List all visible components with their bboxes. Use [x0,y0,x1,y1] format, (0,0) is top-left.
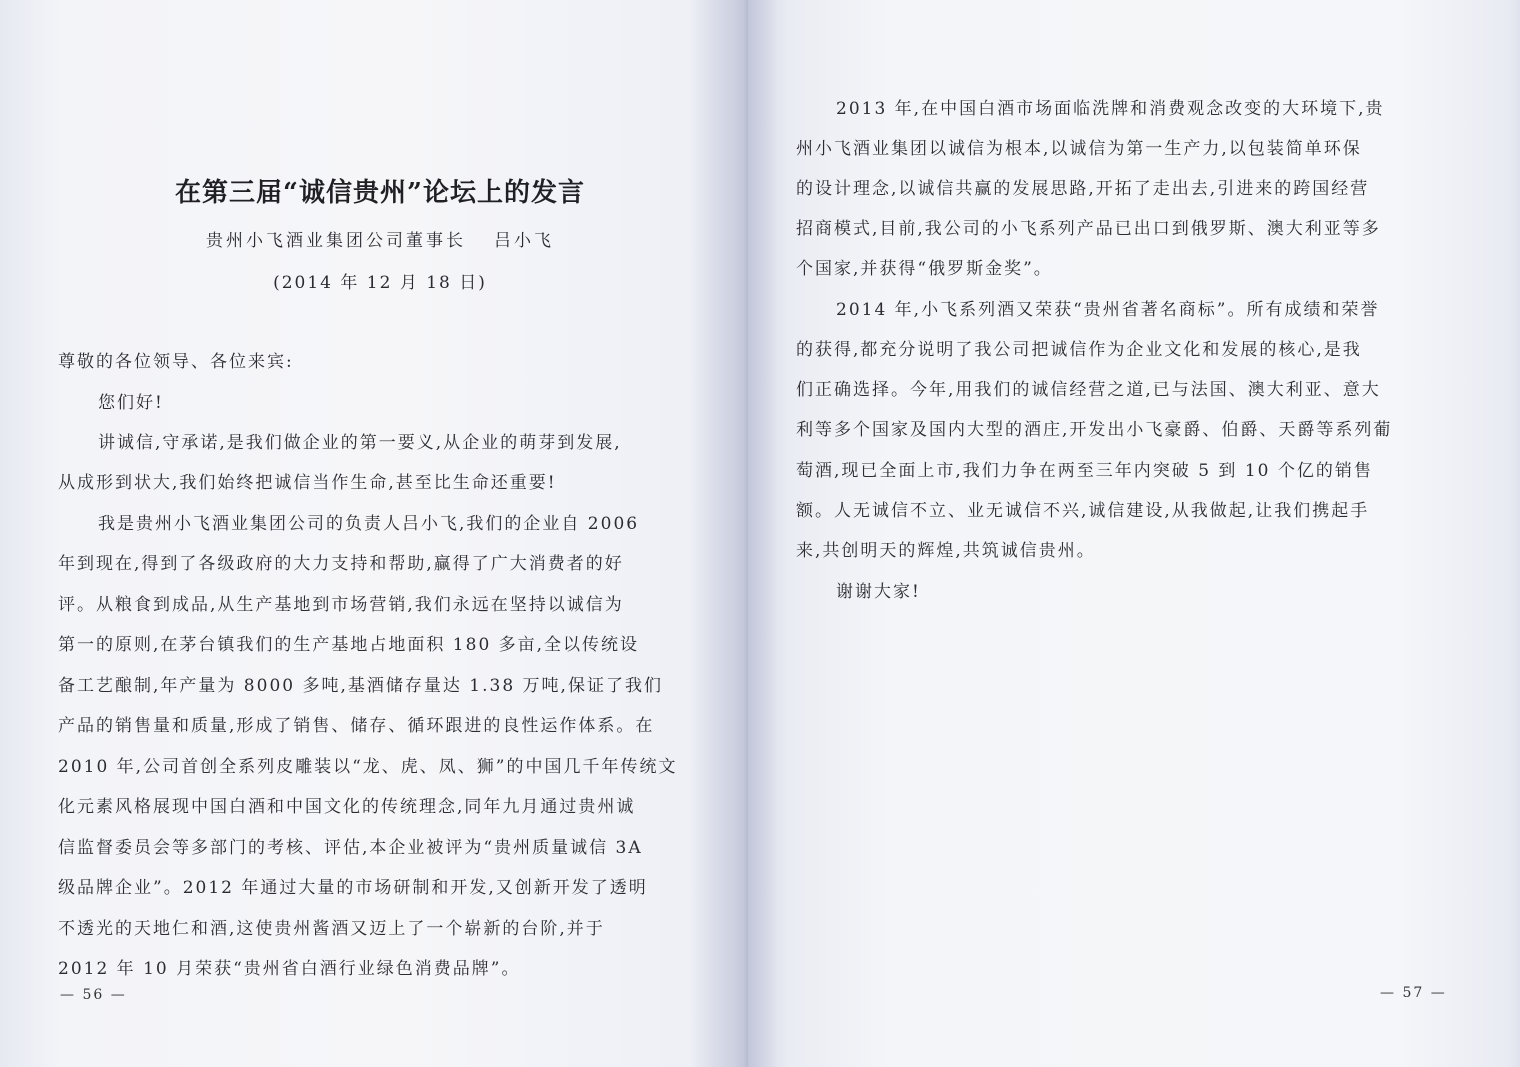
body-line: 来,共创明天的辉煌,共筑诚信贵州。 [796,541,1096,561]
fold-shadow-right [748,0,788,1067]
article-title: 在第三届“诚信贵州”论坛上的发言 [175,178,585,208]
body-line: 2014 年,小飞系列酒又荣获“贵州省著名商标”。所有成绩和荣誉 [836,300,1380,320]
body-line: 产品的销售量和质量,形成了销售、储存、循环跟进的良性运作体系。在 [58,716,655,736]
body-line: 招商模式,目前,我公司的小飞系列产品已出口到俄罗斯、澳大利亚等多 [796,219,1381,239]
body-line: 我是贵州小飞酒业集团公司的负责人吕小飞,我们的企业自 2006 [98,514,640,534]
body-line: 的设计理念,以诚信共赢的发展思路,开拓了走出去,引进来的跨国经营 [796,179,1370,199]
body-line: 第一的原则,在茅台镇我们的生产基地占地面积 180 多亩,全以传统设 [58,635,640,655]
author-name: 吕小飞 [494,231,554,251]
author-role: 贵州小飞酒业集团公司董事长 [206,231,466,251]
greeting: 您们好! [98,393,164,413]
body-line: 们正确选择。今年,用我们的诚信经营之道,已与法国、澳大利亚、意大 [796,380,1381,400]
body-line: 不透光的天地仁和酒,这使贵州酱酒又迈上了一个崭新的台阶,并于 [58,919,605,939]
speech-date: (2014 年 12 月 18 日) [273,273,487,293]
body-line: 的获得,都充分说明了我公司把诚信作为企业文化和发展的核心,是我 [796,340,1362,360]
body-line: 从成形到状大,我们始终把诚信当作生命,甚至比生命还重要! [58,473,557,493]
body-line: 个国家,并获得“俄罗斯金奖”。 [796,259,1053,279]
body-line: 评。从粮食到成品,从生产基地到市场营销,我们永远在坚持以诚信为 [58,595,624,615]
body-line: 讲诚信,守承诺,是我们做企业的第一要义,从企业的萌芽到发展, [98,433,622,453]
body-line: 额。人无诚信不立、业无诚信不兴,诚信建设,从我做起,让我们携起手 [796,501,1370,521]
salutation: 尊敬的各位领导、各位来宾: [58,352,294,372]
body-line: 2010 年,公司首创全系列皮雕装以“龙、虎、凤、狮”的中国几千年传统文 [58,757,678,777]
body-line: 年到现在,得到了各级政府的大力支持和帮助,赢得了广大消费者的好 [58,554,624,574]
body-line: 利等多个国家及国内大型的酒庄,开发出小飞豪爵、伯爵、天爵等系列葡 [796,420,1393,440]
body-line: 化元素风格展现中国白酒和中国文化的传统理念,同年九月通过贵州诚 [58,797,636,817]
fold-shadow-left [690,0,748,1067]
body-line: 2013 年,在中国白酒市场面临洗牌和消费观念改变的大环境下,贵 [836,99,1385,119]
body-line: 级品牌企业”。2012 年通过大量的市场研制和开发,又创新开发了透明 [58,878,648,898]
page-57 [748,0,1520,1067]
author-line [130,226,630,251]
page-56 [0,0,748,1067]
closing-thanks: 谢谢大家! [836,582,921,602]
page-number: — 56 — [60,987,127,1003]
body-line: 萄酒,现已全面上市,我们力争在两至三年内突破 5 到 10 个亿的销售 [796,461,1373,481]
body-line: 州小飞酒业集团以诚信为根本,以诚信为第一生产力,以包装简单环保 [796,139,1362,159]
body-line: 2012 年 10 月荣获“贵州省白酒行业绿色消费品牌”。 [58,959,521,979]
body-line: 信监督委员会等多部门的考核、评估,本企业被评为“贵州质量诚信 3A [58,838,643,858]
body-line: 备工艺酿制,年产量为 8000 多吨,基酒储存量达 1.38 万吨,保证了我们 [58,676,663,696]
page-number: — 57 — [1380,985,1447,1001]
